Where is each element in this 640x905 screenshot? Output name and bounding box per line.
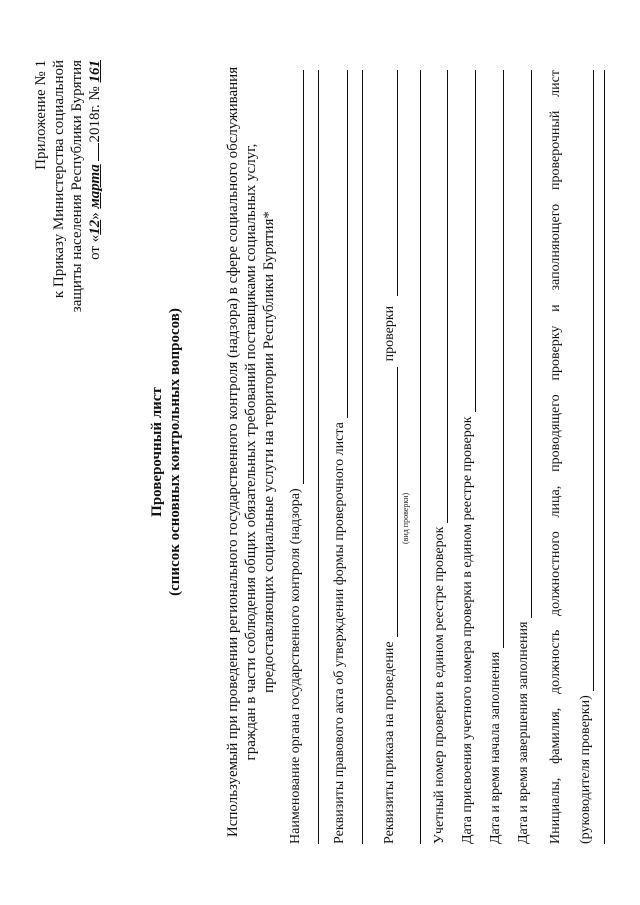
field-start-time: [488, 70, 504, 844]
field-order-label: Реквизиты приказа на проведение: [382, 641, 397, 844]
field-organ-label: Наименование органа государственного контроля (надзора): [288, 488, 303, 844]
field-order-caption: (вид проверки): [401, 492, 410, 544]
field-order-type-line[interactable]: [384, 367, 398, 637]
handwritten-number: 161: [87, 60, 103, 83]
inspector-word: проверку: [548, 325, 563, 381]
field-organ-line-2[interactable]: [318, 70, 319, 844]
inspector-word: Инициалы,: [548, 777, 563, 844]
field-registry-number-line[interactable]: [434, 70, 448, 523]
appendix-ministry-line: защиты населения Республики Бурятия: [69, 60, 85, 313]
inspector-word: и: [548, 304, 563, 312]
inspector-word: проводящего: [548, 394, 563, 472]
field-end-time-line[interactable]: [518, 70, 532, 618]
field-end-time-label: Дата и время завершения заполнения: [516, 621, 531, 844]
field-start-time-label: Дата и время начала заполнения: [488, 651, 503, 844]
field-assign-date: [460, 70, 476, 844]
appendix-block: [32, 60, 104, 312]
year-suffix: 2018г. №: [87, 86, 103, 143]
field-organ: [288, 70, 304, 844]
appendix-title: Приложение № 1: [33, 60, 49, 170]
inspector-word: лист: [548, 70, 563, 97]
inspector-word: фамилия,: [548, 707, 563, 764]
field-order-line[interactable]: [384, 70, 398, 296]
title-main: Проверочный лист: [149, 387, 165, 517]
field-order-line-2[interactable]: [420, 70, 421, 844]
inspector-word: проверочный: [548, 110, 563, 190]
field-start-time-line[interactable]: [490, 70, 504, 648]
date-mid: »: [87, 212, 103, 220]
field-legal-act-line[interactable]: [334, 70, 348, 418]
appendix-order-line: к Приказу Министерства социальной: [51, 60, 67, 299]
field-legal-act-line-2[interactable]: [362, 70, 363, 844]
field-registry-number-label: Учетный номер проверки в едином реестре проверок: [432, 526, 447, 844]
field-legal-act: [332, 70, 348, 844]
field-head-line[interactable]: [580, 70, 594, 691]
handwritten-day: 12: [87, 219, 103, 235]
field-order-suffix: проверки: [382, 305, 397, 362]
date-prefix: от «: [87, 234, 103, 260]
field-inspector-label: [548, 70, 564, 844]
intro-line-1: Используемый при проведении регионального государственного контроля (надзора) в сфере социального обслуживания: [225, 66, 241, 838]
field-legal-act-label: Реквизиты правового акта об утверждении формы проверочного листа: [332, 422, 347, 844]
document-title: [148, 20, 184, 884]
document-page: [20, 20, 620, 884]
field-head-label: (руководителя проверки): [578, 695, 593, 844]
handwritten-month: марта: [87, 164, 103, 209]
field-head: [578, 70, 594, 844]
intro-paragraph: [224, 60, 278, 844]
field-assign-date-line[interactable]: [462, 70, 476, 412]
intro-line-3: предоставляющих социальные услуги на территории Республики Бурятия*: [261, 211, 277, 693]
date-blank: [98, 143, 99, 161]
inspector-word: должностного: [548, 531, 563, 616]
field-head-line-2[interactable]: [604, 70, 605, 844]
field-end-time: [516, 70, 532, 844]
field-assign-date-label: Дата присвоения учетного номера проверки в едином реестре проверок: [460, 416, 475, 844]
inspector-word: заполняющего: [548, 203, 563, 291]
inspector-word: должность: [548, 629, 563, 694]
field-registry-number: [432, 70, 448, 844]
field-order: [382, 70, 398, 844]
title-sub: (список основных контрольных вопросов): [167, 308, 183, 596]
field-organ-line[interactable]: [290, 70, 304, 484]
inspector-word: лица,: [548, 485, 563, 518]
intro-line-2: граждан в части соблюдения общих обязательных требований поставщиками социальных услуг,: [243, 143, 259, 761]
appendix-date-line: [86, 60, 104, 312]
